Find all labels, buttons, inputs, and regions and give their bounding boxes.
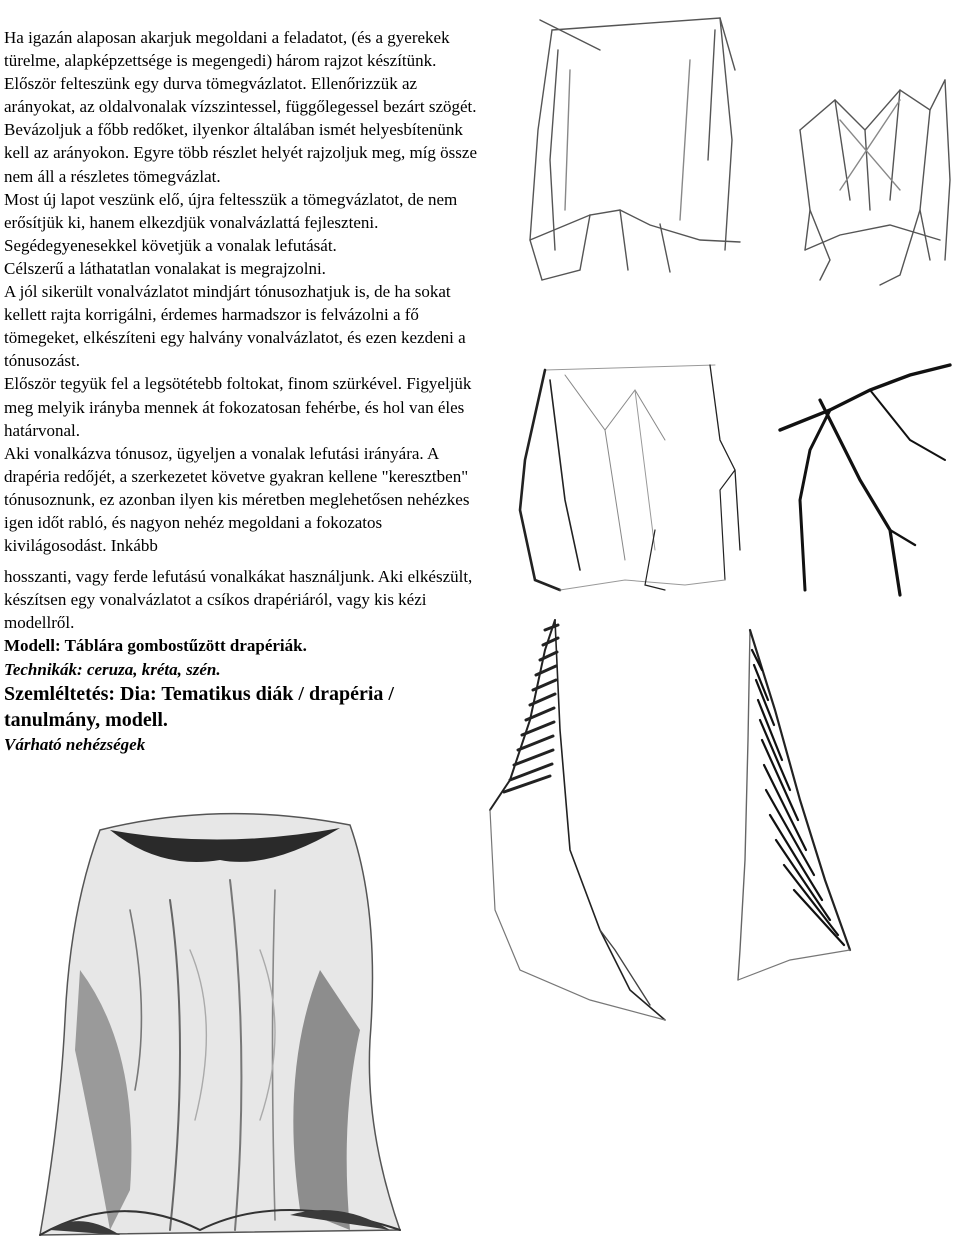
drapery-line-sketch xyxy=(505,350,765,600)
paragraph-toning: A jól sikerült vonalvázlatot mindjárt tónusozhatjuk is, de ha sokat kellett rajta korrigálni, érdemes harmadszor is felvázolni a fő tömegeket, elkészíteni egy halvány vonalvázlatot, és ezen kezdeni a tónusozást. xyxy=(4,282,466,371)
drapery-mass-sketch-1 xyxy=(510,10,770,300)
paragraph-dark-spots: Először tegyük fel a legsötétebb foltokat, finom szürkével. Figyeljük meg melyik irányba mennek át fokozatosan fehérbe, és hol van éles határvonal. xyxy=(4,374,472,440)
drapery-mass-sketch-2 xyxy=(780,60,960,300)
illustration-line: Szemléltetés: Dia: Tematikus diák / drapéria / tanulmány, modell. xyxy=(4,682,394,731)
drapery-hatching-sketch-2 xyxy=(700,620,860,1040)
paragraph-mass-sketch: Először felteszünk egy durva tömegvázlatot. Ellenőrizzük az arányokat, az oldalvonalak vízszintessel, függőlegessel bezárt szögét. Bevázoljuk a főbb redőket, ilyenkor általában ismét helyesbítenünk kell az arányokon. Egyre több részlet helyét rajzoljuk meg, míg össze nem áll a részletes tömegvázlat. xyxy=(4,74,478,186)
model-line: Modell: Táblára gombostűzött drapériák. xyxy=(4,636,307,656)
drapery-structure-lines xyxy=(770,360,960,600)
difficulties-line: Várható nehézségek xyxy=(4,734,146,754)
paragraph-intro: Ha igazán alaposan akarjuk megoldani a feladatot, (és a gyerekek türelme, alapképzettsége is megengedi) három rajzot készítünk. xyxy=(4,28,450,71)
paragraph-hidden-lines: Célszerű a láthatatlan vonalakat is megrajzolni. xyxy=(4,258,326,278)
techniques-line: Technikák: ceruza, kréta, szén. xyxy=(4,659,221,679)
lesson-text xyxy=(4,26,480,756)
drapery-hatching-sketch-1 xyxy=(450,610,690,1030)
paragraph-line-sketch: Most új lapot veszünk elő, újra feltesszük a tömegvázlatot, de nem erősítjük ki, hanem elkezdjük vonalvázlattá fejleszteni. Segédegyenesekkel követjük a vonalak lefutását. xyxy=(4,189,458,255)
paragraph-hatching: Aki vonalkázva tónusoz, ügyeljen a vonalak lefutási irányára. A drapéria redőjét, a szerkezetet követve gyakran kellene "keresztben" tónusoznunk, ez azonban ilyen kis méretben meglehetősen nehézkes igen időt rabló, és nagyon nehéz megoldani a fokozatos kivilágosodást. Inkább xyxy=(4,443,470,556)
paragraph-longitudinal: hosszanti, vagy ferde lefutású vonalkákat használjunk. Aki elkészült, készítsen egy vonalvázlatot a csíkos drapériáról, vagy kis kézi modellről. xyxy=(4,567,473,633)
drapery-toned-drawing xyxy=(20,790,420,1250)
